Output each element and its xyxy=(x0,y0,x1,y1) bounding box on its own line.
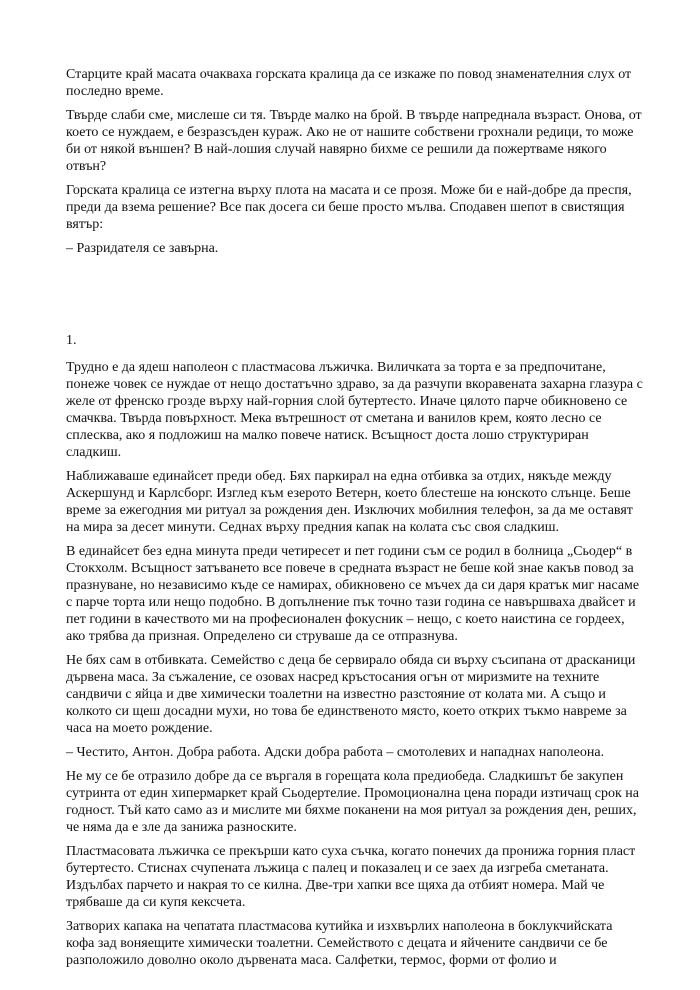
prologue-paragraph: – Разридателя се завърна. xyxy=(66,241,219,256)
chapter-section xyxy=(66,359,644,969)
prologue-paragraph: Старците край масата очакваха горската кралица да се изкаже по повод знаменателния слух от последно време. xyxy=(66,67,632,99)
chapter-paragraph: В единайсет без една минута преди четиресет и пет години съм се родил в болница „Сьодер“ в Стокхолм. Всъщност затъването все повече в средната възраст не беше кой знае какъв повод за празнуване, но независимо къде се намирах, обикновено се мъчех да си даря кратък миг насаме с парче торта или нещо подобно. В допълнение пък точно тази година се навършваха двайсет и пет години в качеството ми на професионален фокусник – нещо, с което наистина се гордеех, ако трябва да призная. Определено си струваше да се отпразнува. xyxy=(66,544,640,644)
document-page xyxy=(66,66,644,976)
chapter-number: 1. xyxy=(66,333,77,348)
chapter-paragraph: Трудно е да ядеш наполеон с пластмасова лъжичка. Виличката за торта е за предпочитане, понеже човек се нуждае от нещо достатъчно здраво, за да разчупи вкоравената захарна глазура с желе от френско грозде върху най-горния слой бутертесто. Иначе цялото парче обикновено се смачква. Твърда повърхност. Мека вътрешност от сметана и ванилов крем, която лесно се сплесква, ако я подложиш на малко повече натиск. Всъщност доста лошо структуриран сладкиш. xyxy=(66,360,643,460)
chapter-paragraph: Затворих капака на чепатата пластмасова кутийка и изхвърлих наполеона в боклукчийската кофа зад воняещите химически тоалетни. Семейството с децата и яйчените сандвичи се бе разположило доволно около дървената маса. Салфетки, термос, форми от фолио и xyxy=(66,919,613,968)
prologue-paragraph: Твърде слаби сме, мислеше си тя. Твърде малко на брой. В твърде напреднала възраст. Онова, от което се нуждаем, е безразсъден кураж. Ако не от нашите собствени грохнали редици, то може би от някой външен? В най-лошия случай навярно бихме се решили да пожертваме някого отвън? xyxy=(66,108,642,174)
chapter-paragraph: Пластмасовата лъжичка се прекърши като суха съчка, когато понечих да пронижа горния пласт бутертесто. Стиснах счупената лъжица с палец и показалец и се заех да изгреба сметаната. Издълбах парчето и накрая то се килна. Две-три хапки все щяха да отбият номера. Май че трябваше да си купя кексчета. xyxy=(66,844,636,910)
prologue-paragraph: Горската кралица се изтегна върху плота на масата и се прозя. Може би е най-добре да преспя, преди да взема решение? Все пак досега си беше просто мълва. Сподавен шепот в свистящия вятър: xyxy=(66,183,632,232)
chapter-paragraph: Не бях сам в отбивката. Семейство с деца бе сервирало обяда си върху съсипана от драсканици дървена маса. За съжаление, се озовах насред кръстосания огън от миризмите на техните сандвичи с яйца и две химически тоалетни на известно разстояние от колата ми. А също и колкото си щеш досадни мухи, но това бе единственото място, което открих тъкмо навреме за часа на моето рождение. xyxy=(66,653,636,736)
prologue-section xyxy=(66,66,644,257)
chapter-paragraph: – Честито, Антон. Добра работа. Адски добра работа – смотолевих и нападнах наполеона. xyxy=(66,745,605,760)
chapter-paragraph: Наближаваше единайсет преди обед. Бях паркирал на една отбивка за отдих, някъде между Аскершунд и Карлсборг. Изглед към езерото Ветерн, което блестеше на юнското слънце. Беше време за ежегодния ми ритуал за рождения ден. Изключих мобилния телефон, за да ме оставят на мира за десет минути. Седнах върху предния капак на колата със своя сладкиш. xyxy=(66,469,633,535)
chapter-paragraph: Не му се бе отразило добре да се въргаля в горещата кола предиобеда. Сладкишът бе закупен сутринта от един хипермаркет край Сьодертелие. Промоционална цена поради изтичащ срок на годност. Тъй като само аз и мислите ми бяхме поканени на моя ритуал за рождения ден, реших, че няма да е зле да занижа разноските. xyxy=(66,769,639,835)
